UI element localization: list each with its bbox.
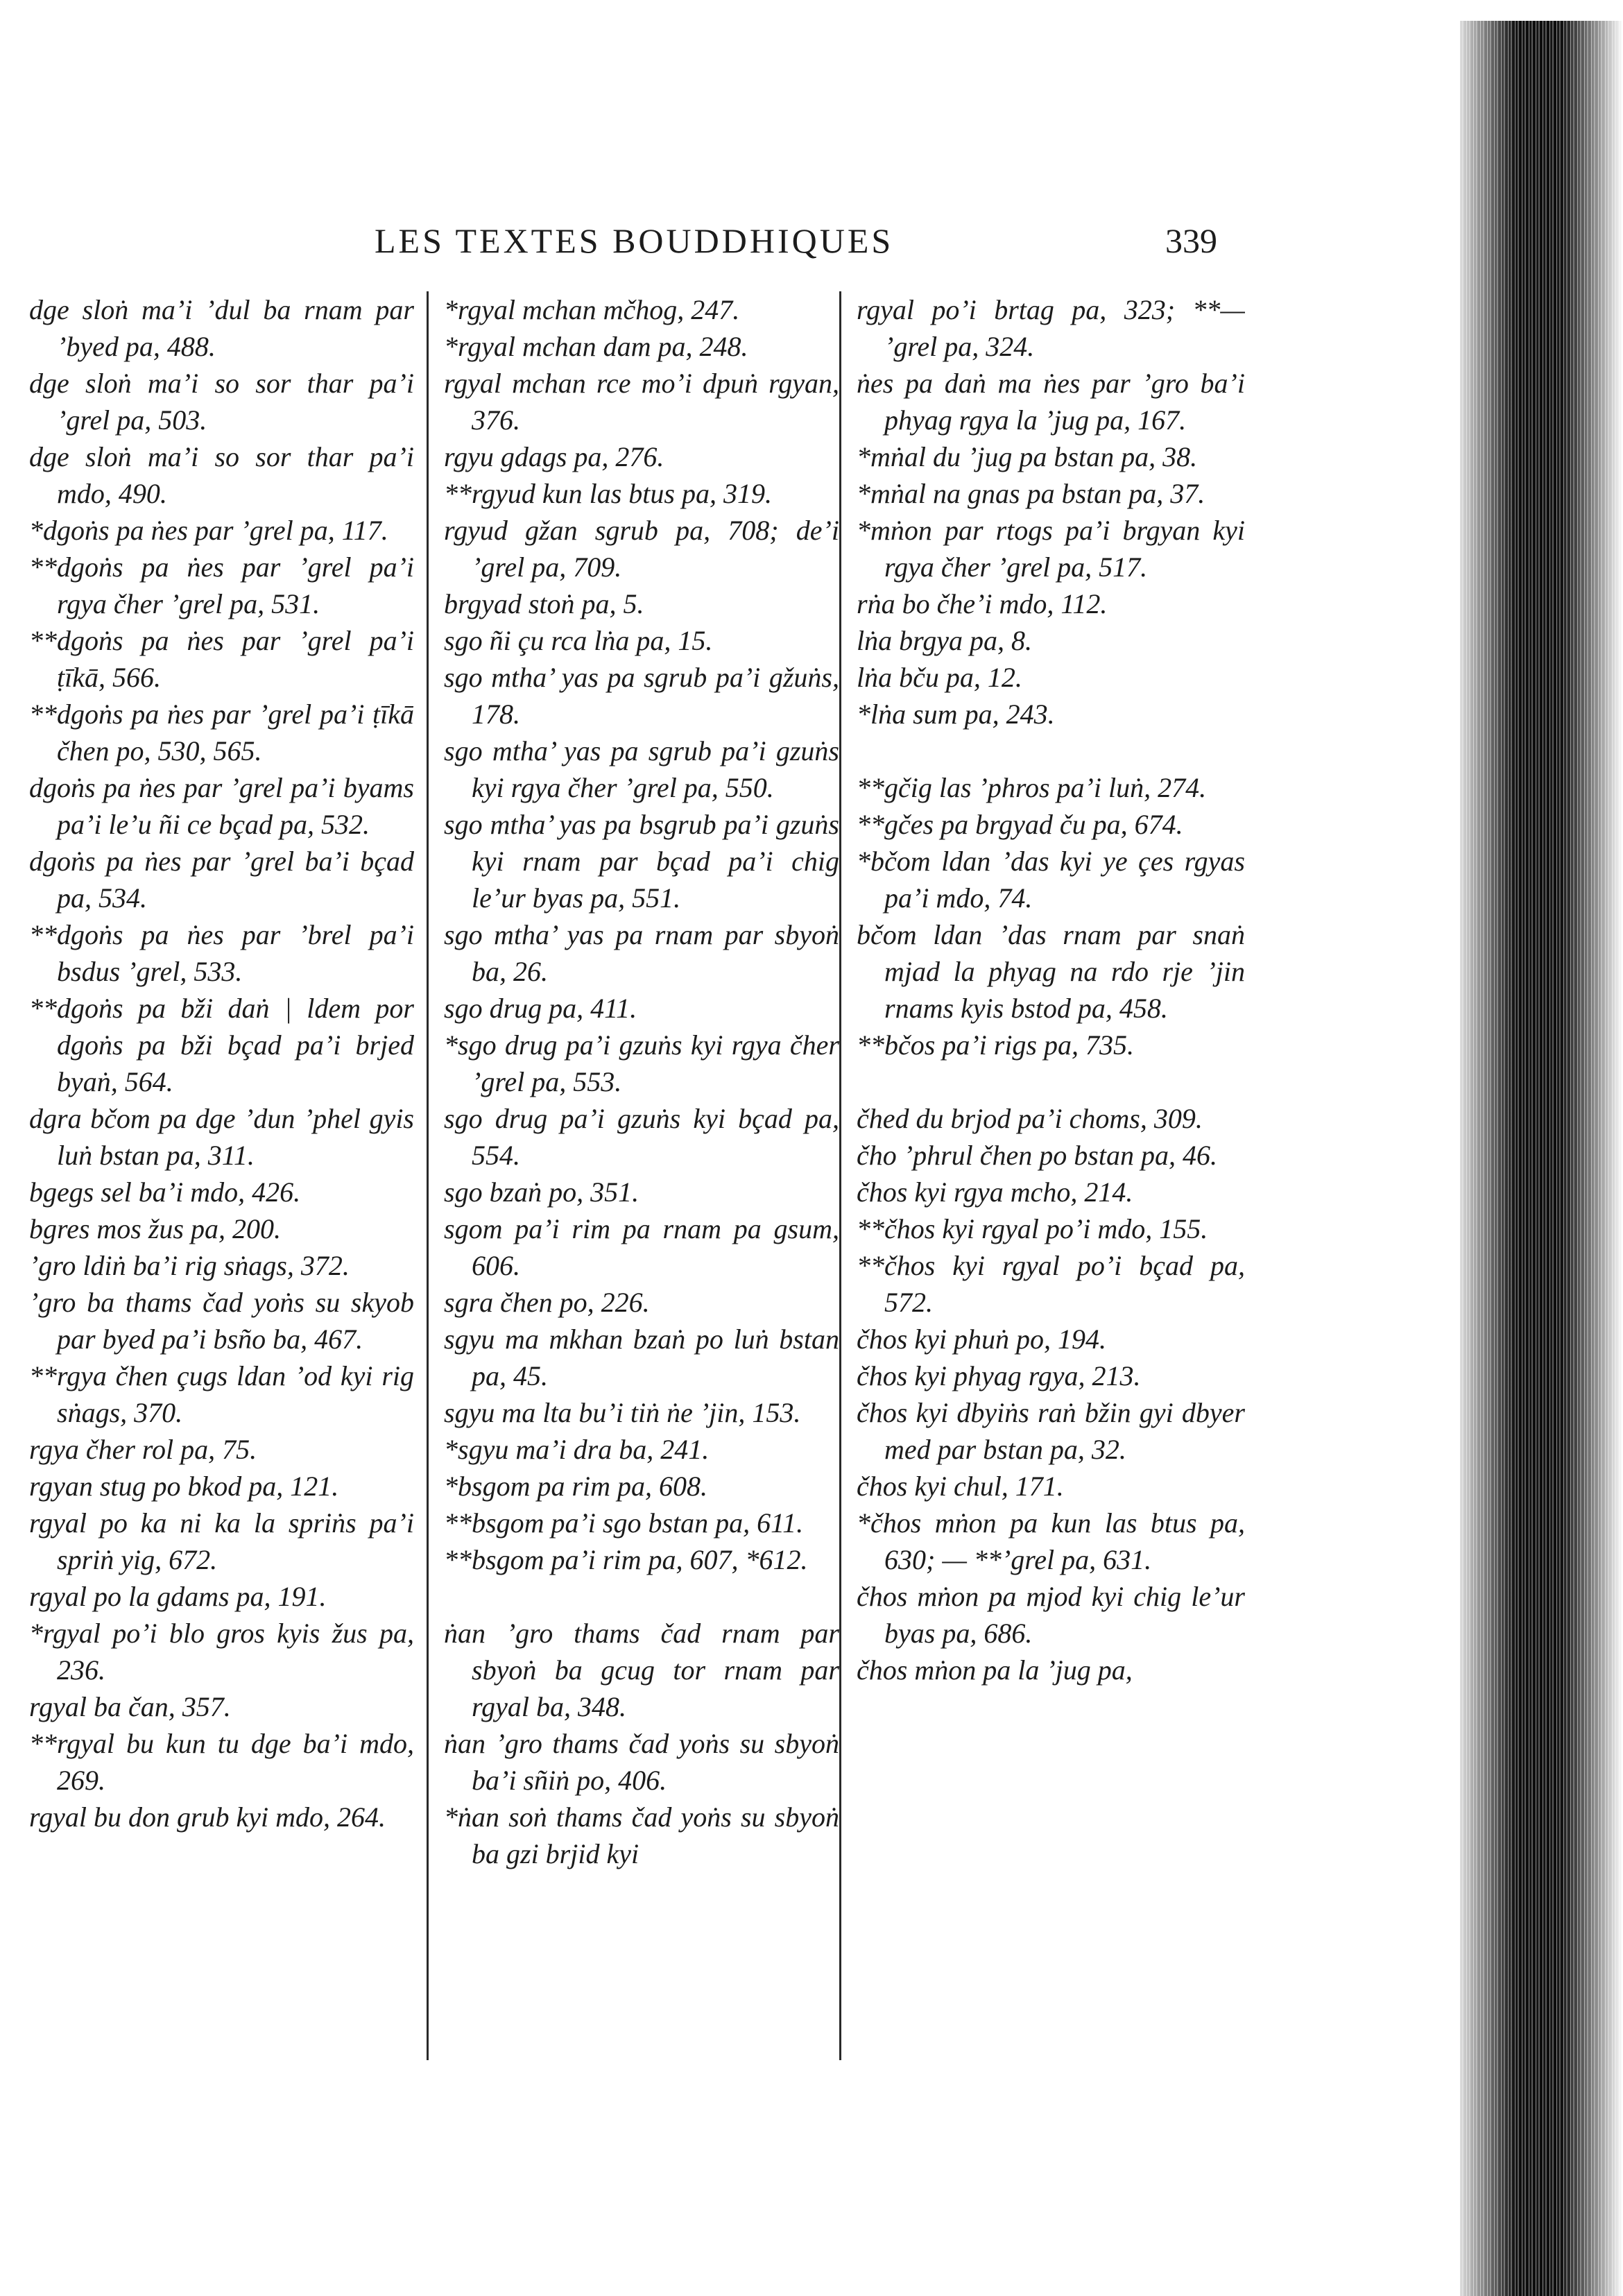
index-column-2 bbox=[444, 291, 839, 2109]
index-entry: bčom ldan ’das rnam par snaṅ mjad la phyag na rdo rje ’jin rnams kyis bstod pa, 458. bbox=[857, 919, 1245, 1024]
index-entry: ṅes pa daṅ ma ṅes par ’gro ba’i phyag rgya la ’jug pa, 167. bbox=[857, 368, 1245, 436]
index-entry: ṅan ’gro thams čad rnam par sbyoṅ ba gcug tor rnam par rgyal ba, 348. bbox=[444, 1618, 839, 1722]
index-column-1 bbox=[29, 291, 414, 2109]
section-gap bbox=[444, 1578, 839, 1615]
index-entry: *bsgom pa rim pa, 608. bbox=[444, 1471, 708, 1502]
index-entry: **dgoṅs pa ṅes par ’grel pa’i ṭīkā, 566. bbox=[29, 625, 414, 693]
index-entry: lṅa bču pa, 12. bbox=[857, 662, 1022, 693]
index-entry: sgo mtha’ yas pa bsgrub pa’i gzuṅs kyi rnam par bçad pa’i chig le’ur byas pa, 551. bbox=[444, 809, 839, 914]
index-entry: čhos kyi dbyiṅs raṅ bžin gyi dbyer med par bstan pa, 32. bbox=[857, 1397, 1245, 1465]
index-entry: dge sloṅ ma’i so sor thar pa’i mdo, 490. bbox=[29, 441, 414, 509]
index-entry: dgra bčom pa dge ’dun ’phel gyis luṅ bstan pa, 311. bbox=[29, 1103, 414, 1171]
index-entry: sgom pa’i rim pa rnam pa gsum, 606. bbox=[444, 1213, 839, 1281]
page-edge-shadow bbox=[1460, 21, 1515, 2296]
index-entry: rgya čher rol pa, 75. bbox=[29, 1434, 257, 1465]
index-entry: ’gro ba thams čad yoṅs su skyob par byed pa’i bsño ba, 467. bbox=[29, 1287, 414, 1355]
index-entry: sgo drug pa’i gzuṅs kyi bçad pa, 554. bbox=[444, 1103, 839, 1171]
column-rule bbox=[839, 291, 841, 2060]
column-rule bbox=[427, 291, 429, 2060]
index-entry: čhed du brjod pa’i choms, 309. bbox=[857, 1103, 1203, 1134]
index-entry: rgyal po ka ni ka la spriṅs pa’i spriṅ yig, 672. bbox=[29, 1507, 414, 1575]
index-entry: rgyal po’i brtag pa, 323; **— ’grel pa, 324. bbox=[857, 294, 1245, 362]
index-entry: dge sloṅ ma’i ’dul ba rnam par ’byed pa, 488. bbox=[29, 294, 414, 362]
index-entry: sgyu ma mkhan bzaṅ po luṅ bstan pa, 45. bbox=[444, 1323, 839, 1391]
index-entry: *sgyu ma’i dra ba, 241. bbox=[444, 1434, 710, 1465]
index-entry: **dgoṅs pa ṅes par ’grel pa’i rgya čher ’grel pa, 531. bbox=[29, 551, 414, 619]
index-entry: čhos kyi phuṅ po, 194. bbox=[857, 1323, 1106, 1355]
page-edge-highlight bbox=[1561, 21, 1623, 2296]
index-entry: **čhos kyi rgyal po’i mdo, 155. bbox=[857, 1213, 1208, 1244]
index-entry: čhos mṅon pa la ’jug pa, bbox=[857, 1654, 1133, 1686]
index-entry: *ṅan soṅ thams čad yoṅs su sbyoṅ ba gzi brjid kyi bbox=[444, 1801, 839, 1869]
index-entry: *sgo drug pa’i gzuṅs kyi rgya čher ’grel pa, 553. bbox=[444, 1029, 839, 1097]
index-entry: *mṅal du ’jug pa bstan pa, 38. bbox=[857, 441, 1198, 472]
index-entry: **rgyal bu kun tu dge ba’i mdo, 269. bbox=[29, 1728, 414, 1796]
index-entry: sgo drug pa, 411. bbox=[444, 993, 637, 1024]
index-entry: rgyal ba čan, 357. bbox=[29, 1691, 231, 1722]
index-entry: ṅan ’gro thams čad yoṅs su sbyoṅ ba’i sñiṅ po, 406. bbox=[444, 1728, 839, 1796]
index-entry: *mṅal na gnas pa bstan pa, 37. bbox=[857, 478, 1205, 509]
index-entry: *dgoṅs pa ṅes par ’grel pa, 117. bbox=[29, 515, 388, 546]
index-entry: sgo mtha’ yas pa sgrub pa’i gžuṅs, 178. bbox=[444, 662, 839, 730]
index-entry: čho ’phrul čhen po bstan pa, 46. bbox=[857, 1140, 1217, 1171]
index-entry: **bčos pa’i rigs pa, 735. bbox=[857, 1029, 1134, 1061]
index-entry: sgyu ma lta bu’i tiṅ ṅe ’jin, 153. bbox=[444, 1397, 801, 1428]
index-entry: **dgoṅs pa ṅes par ’brel pa’i bsdus ’grel, 533. bbox=[29, 919, 414, 987]
index-entry: *mṅon par rtogs pa’i brgyan kyi rgya čher ’grel pa, 517. bbox=[857, 515, 1245, 583]
index-entry: čhos kyi phyag rgya, 213. bbox=[857, 1360, 1141, 1391]
index-entry: **dgoṅs pa ṅes par ’grel pa’i ṭīkā čhen po, 530, 565. bbox=[29, 699, 414, 766]
index-entry: **dgoṅs pa bži daṅ | ldem por dgoṅs pa bži bçad pa’i brjed byaṅ, 564. bbox=[29, 993, 414, 1097]
index-entry: sgo bzaṅ po, 351. bbox=[444, 1176, 639, 1208]
index-column-3 bbox=[857, 291, 1245, 2109]
running-head bbox=[0, 221, 1248, 269]
index-entry: **bsgom pa’i rim pa, 607, *612. bbox=[444, 1544, 808, 1575]
index-entry: čhos kyi rgya mcho, 214. bbox=[857, 1176, 1133, 1208]
index-entry: *rgyal mchan mčhog, 247. bbox=[444, 294, 740, 325]
index-entry: sgra čhen po, 226. bbox=[444, 1287, 650, 1318]
section-gap bbox=[857, 733, 1245, 769]
index-entry: rgyud gžan sgrub pa, 708; de’i ’grel pa, 709. bbox=[444, 515, 839, 583]
index-entry: čhos kyi chul, 171. bbox=[857, 1471, 1064, 1502]
index-entry: sgo ñi çu rca lṅa pa, 15. bbox=[444, 625, 713, 656]
index-entry: rgyal mchan rce mo’i dpuṅ rgyan, 376. bbox=[444, 368, 839, 436]
index-entry: *rgyal po’i blo gros kyis žus pa, 236. bbox=[29, 1618, 414, 1686]
index-entry: *bčom ldan ’das kyi ye çes rgyas pa’i mdo, 74. bbox=[857, 846, 1245, 914]
index-entry: čhos mṅon pa mjod kyi chig le’ur byas pa, 686. bbox=[857, 1581, 1245, 1649]
index-entry: rṅa bo čhe’i mdo, 112. bbox=[857, 588, 1108, 619]
index-entry: rgyan stug po bkod pa, 121. bbox=[29, 1471, 339, 1502]
index-entry: brgyad stoṅ pa, 5. bbox=[444, 588, 644, 619]
index-entry: **rgyud kun las btus pa, 319. bbox=[444, 478, 772, 509]
index-entry: sgo mtha’ yas pa rnam par sbyoṅ ba, 26. bbox=[444, 919, 839, 987]
index-entry: dgoṅs pa ṅes par ’grel pa’i byams pa’i le’u ñi ce bçad pa, 532. bbox=[29, 772, 414, 840]
index-entry: sgo mtha’ yas pa sgrub pa’i gzuṅs kyi rgya čher ’grel pa, 550. bbox=[444, 735, 839, 803]
index-entry: dgoṅs pa ṅes par ’grel ba’i bçad pa, 534. bbox=[29, 846, 414, 914]
index-entry: rgyal bu don grub kyi mdo, 264. bbox=[29, 1801, 386, 1833]
index-entry: *lṅa sum pa, 243. bbox=[857, 699, 1055, 730]
index-entry: **bsgom pa’i sgo bstan pa, 611. bbox=[444, 1507, 804, 1539]
index-entry: **gčes pa brgyad ču pa, 674. bbox=[857, 809, 1183, 840]
running-title: LES TEXTES BOUDDHIQUES bbox=[375, 221, 894, 260]
index-entry: **rgya čhen çugs ldan ’od kyi rig sṅags, 370. bbox=[29, 1360, 414, 1428]
page-number: 339 bbox=[1165, 221, 1217, 260]
index-entry: **čhos kyi rgyal po’i bçad pa, 572. bbox=[857, 1250, 1245, 1318]
index-entry: dge sloṅ ma’i so sor thar pa’i ’grel pa, 503. bbox=[29, 368, 414, 436]
index-entry: lṅa brgya pa, 8. bbox=[857, 625, 1032, 656]
index-entry: rgyu gdags pa, 276. bbox=[444, 441, 664, 472]
index-entry: *čhos mṅon pa kun las btus pa, 630; — **’grel pa, 631. bbox=[857, 1507, 1245, 1575]
index-entry: bgegs sel ba’i mdo, 426. bbox=[29, 1176, 301, 1208]
index-entry: rgyal po la gdams pa, 191. bbox=[29, 1581, 327, 1612]
section-gap bbox=[857, 1063, 1245, 1100]
index-entry: **gčig las ’phros pa’i luṅ, 274. bbox=[857, 772, 1207, 803]
index-entry: *rgyal mchan dam pa, 248. bbox=[444, 331, 748, 362]
index-entry: bgres mos žus pa, 200. bbox=[29, 1213, 281, 1244]
index-entry: ’gro ldiṅ ba’i rig sṅags, 372. bbox=[29, 1250, 350, 1281]
